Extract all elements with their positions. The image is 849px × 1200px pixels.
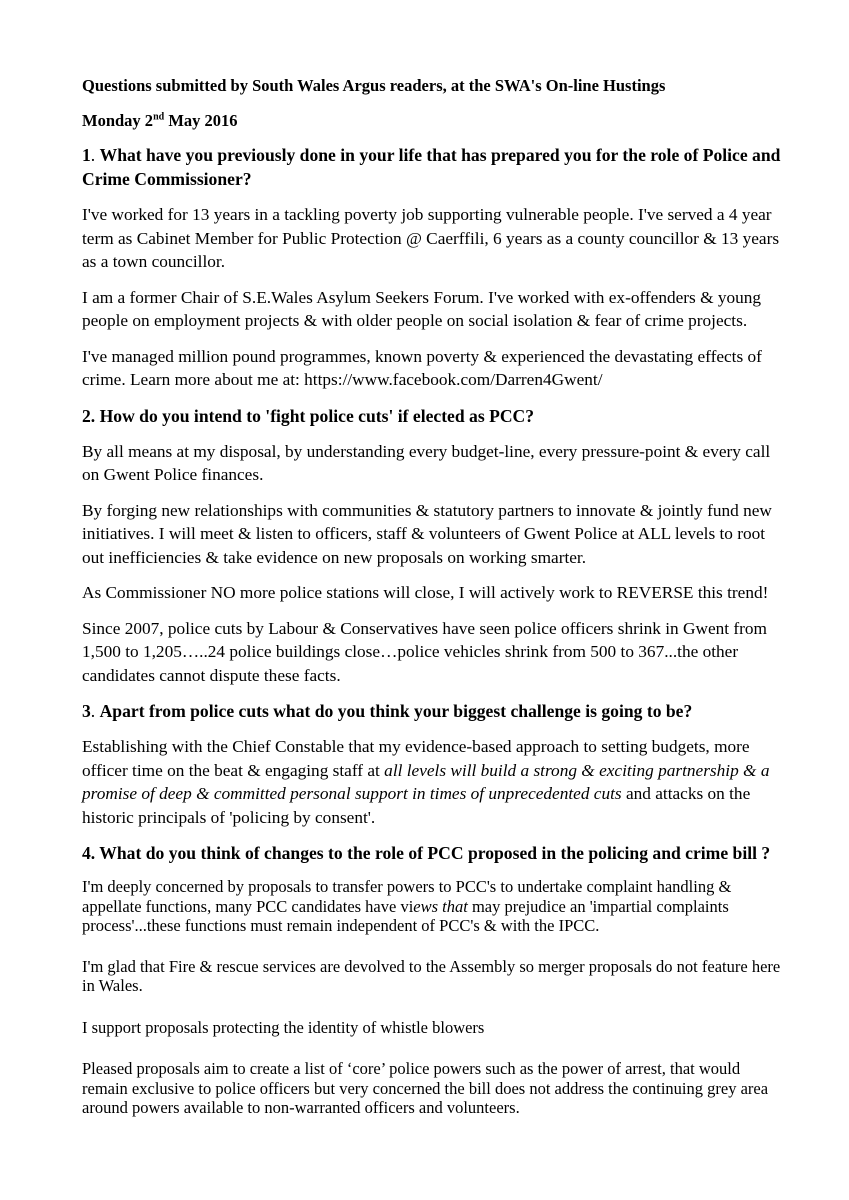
question-1	[82, 143, 789, 191]
answer-2-paragraph: Since 2007, police cuts by Labour & Conservatives have seen police officers shrink in Gwent from 1,500 to 1,205…..24 police buildings close…police vehicles shrink from 500 to 367...the other candidates cannot dispute these facts.	[82, 618, 767, 685]
question-2: 2. How do you intend to 'fight police cuts' if elected as PCC?	[82, 405, 535, 426]
answer-3-paragraph	[82, 735, 789, 829]
question-4: 4. What do you think of changes to the role of PCC proposed in the policing and crime bill ?	[82, 843, 771, 863]
document-date	[82, 111, 789, 131]
question-1-text: What have you previously done in your life that has prepared you for the role of Police and Crime Commissioner?	[82, 145, 781, 189]
answer-4-paragraph: Pleased proposals aim to create a list of ‘core’ police powers such as the power of arrest, that would remain exclusive to police officers but very concerned the bill does not address the continuing grey area around powers available to non-warranted officers and volunteers.	[82, 1059, 769, 1117]
answer-4-text-end: may prejudice an 'impartial complaints process'...these functions must remain independent of PCC's & with the IPCC.	[82, 896, 729, 935]
answer-3-text: Establishing with the Chief Constable that my evidence-based approach to setting budgets, more officer time on the beat & engaging staff at	[82, 737, 750, 780]
document-title: Questions submitted by South Wales Argus readers, at the SWA's On-line Hustings	[82, 76, 666, 95]
question-1-number: 1	[82, 145, 91, 165]
question-1-separator: .	[90, 145, 100, 165]
answer-2-paragraph: As Commissioner NO more police stations will close, I will actively work to REVERSE this trend!	[82, 583, 769, 602]
answer-1-paragraph: I've worked for 13 years in a tackling poverty job supporting vulnerable people. I've served a 4 year term as Cabinet Member for Public Protection @ Caerffili, 6 years as a county councillor & 13 years as a town councillor.	[82, 205, 780, 271]
question-3	[82, 699, 789, 723]
answer-4-text: I'm deeply concerned by proposals to transfer powers to PCC's to undertake complaint handling & appellate functions, many PCC candidates have vi	[82, 877, 732, 916]
answer-3-text-end: and attacks on the historic principals of 'policing by consent'.	[82, 784, 751, 827]
date-suffix: May 2016	[164, 111, 238, 130]
date-prefix: Monday 2	[82, 111, 154, 130]
question-3-separator: .	[90, 701, 100, 721]
answer-4-italic-text: ews that	[413, 896, 468, 916]
answer-4-paragraph	[82, 877, 789, 936]
question-3-text: Apart from police cuts what do you think your biggest challenge is going to be?	[99, 701, 693, 721]
answer-2-paragraph: By forging new relationships with communities & statutory partners to innovate & jointly fund new initiatives. I will meet & listen to officers, staff & volunteers of Gwent Police at ALL levels to root out inefficiencies & take evidence on new proposals on working smarter.	[82, 500, 772, 567]
answer-1-paragraph: I am a former Chair of S.E.Wales Asylum Seekers Forum. I've worked with ex-offenders & young people on employment projects & with older people on social isolation & fear of crime projects.	[82, 287, 762, 330]
answer-3-italic-text: all levels will build a strong & exciting partnership & a promise of deep & committed personal support in times of unprecedented cuts	[82, 760, 770, 803]
question-3-number: 3	[82, 701, 91, 721]
answer-1-paragraph: I've managed million pound programmes, known poverty & experienced the devastating effects of crime. Learn more about me at: https://www.facebook.com/Darren4Gwent/	[82, 346, 762, 389]
answer-4-paragraph: I'm glad that Fire & rescue services are devolved to the Assembly so merger proposals do not feature here in Wales.	[82, 956, 781, 995]
answer-2-paragraph: By all means at my disposal, by understanding every budget-line, every pressure-point & every call on Gwent Police finances.	[82, 441, 771, 484]
answer-4-paragraph: I support proposals protecting the identity of whistle blowers	[82, 1017, 485, 1037]
date-ordinal-suffix: nd	[153, 111, 165, 123]
